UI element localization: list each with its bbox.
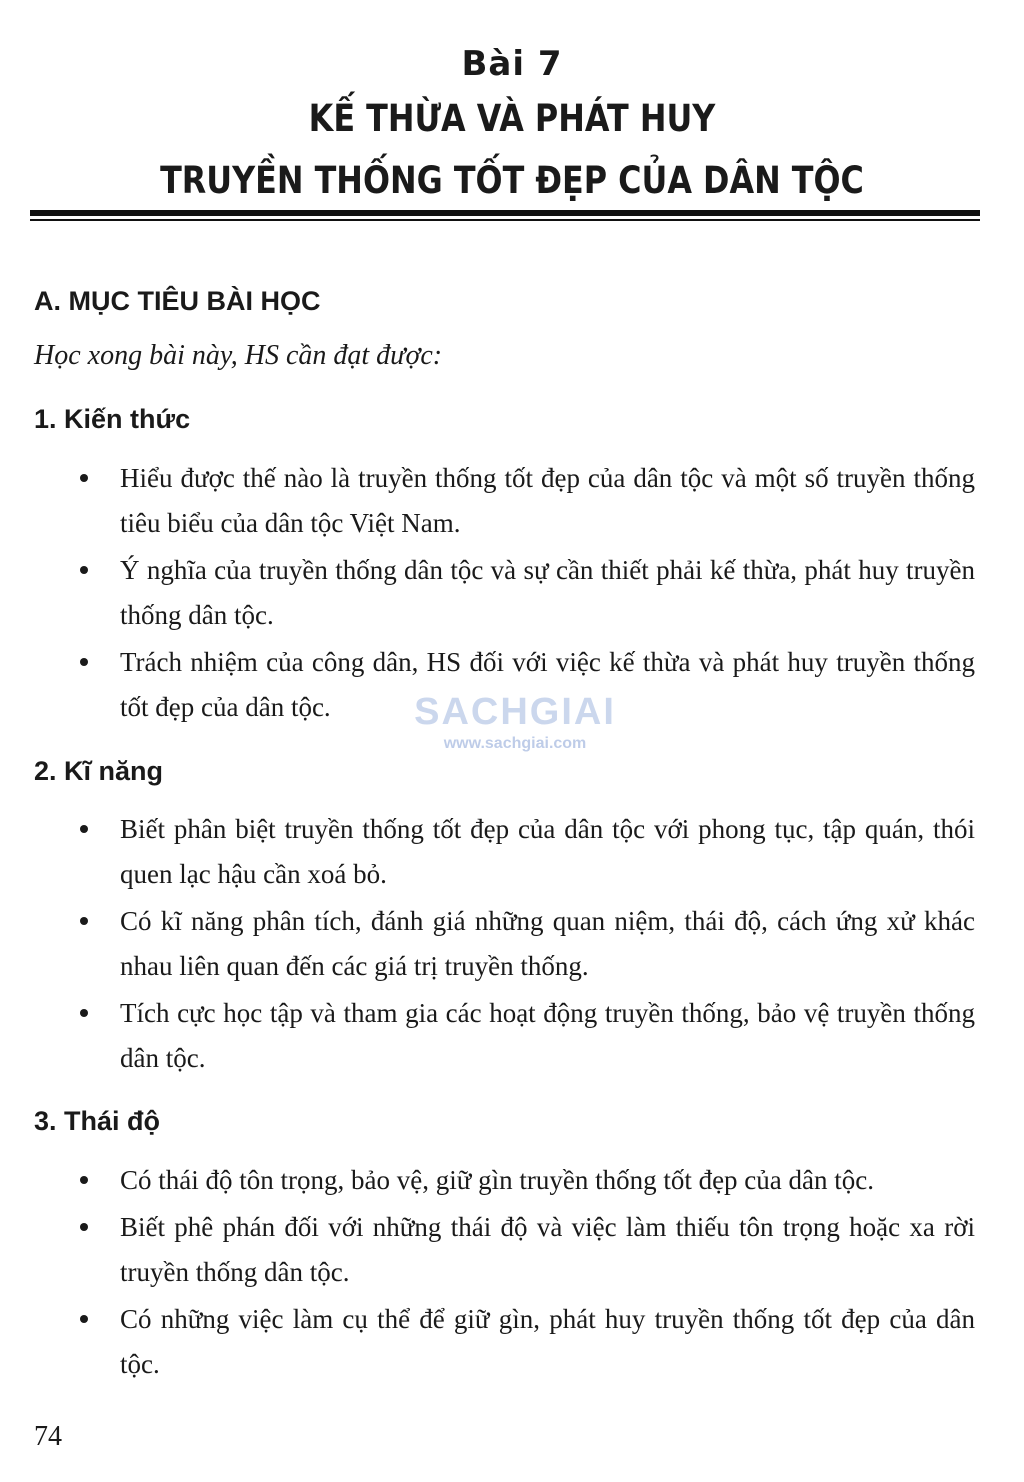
title-rule-thick <box>30 210 980 216</box>
list-item: Biết phê phán đối với những thái độ và việc làm thiếu tôn trọng hoặc xa rời truyền thống dân tộc. <box>0 1205 975 1295</box>
list-item: Trách nhiệm của công dân, HS đối với việc kế thừa và phát huy truyền thống tốt đẹp của dân tộc. <box>0 640 975 730</box>
attitude-list <box>0 1158 1024 1389</box>
lesson-header <box>0 40 1024 212</box>
skills-heading: 2. Kĩ năng <box>34 756 164 786</box>
bullet-icon <box>80 658 88 666</box>
list-item: Có kĩ năng phân tích, đánh giá những quan niệm, thái độ, cách ứng xử khác nhau liên quan đến các giá trị truyền thống. <box>0 899 975 989</box>
bullet-icon <box>80 566 88 574</box>
bullet-icon <box>80 1009 88 1017</box>
lesson-title-line-2: TRUYỀN THỐNG TỐT ĐẸP CỦA DÂN TỘC <box>160 159 864 202</box>
bullet-icon <box>80 917 88 925</box>
watermark-url: www.sachgiai.com <box>443 735 587 752</box>
list-item: Hiểu được thế nào là truyền thống tốt đẹp của dân tộc và một số truyền thống tiêu biểu của dân tộc Việt Nam. <box>0 456 975 546</box>
list-item: Biết phân biệt truyền thống tốt đẹp của dân tộc với phong tục, tập quán, thói quen lạc hậu cần xoá bỏ. <box>0 807 975 897</box>
list-item: Có những việc làm cụ thể để giữ gìn, phát huy truyền thống tốt đẹp của dân tộc. <box>0 1297 975 1387</box>
title-rule-thin <box>30 219 980 221</box>
attitude-heading: 3. Thái độ <box>34 1106 161 1136</box>
lesson-label: Bài 7 <box>461 44 563 84</box>
page-number: 74 <box>34 1421 62 1452</box>
list-item: Tích cực học tập và tham gia các hoạt động truyền thống, bảo vệ truyền thống dân tộc. <box>0 991 975 1081</box>
section-a-intro: Học xong bài này, HS cần đạt được: <box>34 340 443 371</box>
list-item: Ý nghĩa của truyền thống dân tộc và sự cần thiết phải kế thừa, phát huy truyền thống dân tộc. <box>0 548 975 638</box>
bullet-icon <box>80 474 88 482</box>
bullet-icon <box>80 1176 88 1184</box>
knowledge-heading: 1. Kiến thức <box>34 404 191 434</box>
bullet-icon <box>80 1315 88 1323</box>
list-item: Có thái độ tôn trọng, bảo vệ, giữ gìn truyền thống tốt đẹp của dân tộc. <box>0 1158 975 1203</box>
skills-list <box>0 807 1024 1083</box>
lesson-title-line-1: KẾ THỪA VÀ PHÁT HUY <box>308 97 716 140</box>
bullet-icon <box>80 825 88 833</box>
watermark-logo: SACHGIAI <box>414 691 616 733</box>
section-a-heading: A. MỤC TIÊU BÀI HỌC <box>34 286 321 316</box>
sachgiai-watermark <box>410 690 620 754</box>
bullet-icon <box>80 1223 88 1231</box>
